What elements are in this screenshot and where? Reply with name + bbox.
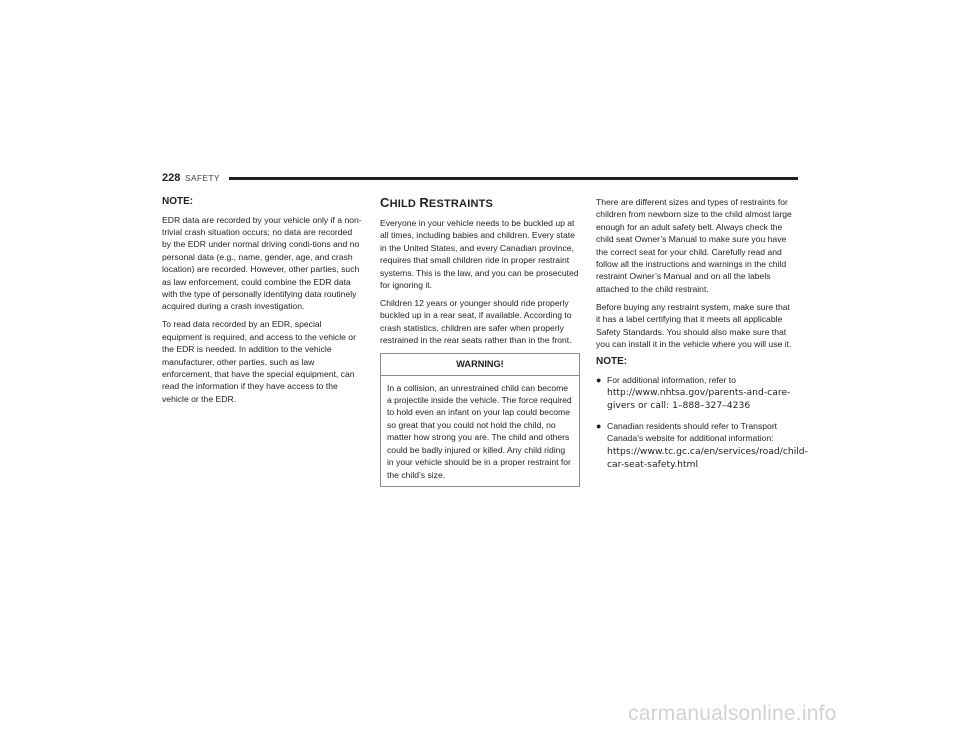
note-title: NOTE: [162, 196, 194, 207]
note-title-2: NOTE: [596, 356, 628, 368]
bullet-icon: ● [596, 374, 602, 385]
column-middle [380, 196, 580, 487]
section-name: SAFETY [185, 173, 220, 183]
edr-access-paragraph: To read data recorded by an EDR, special equipment is required, and access to the vehicle or the EDR is needed. In addition to the vehicle manufacturer, other parties, such as law enforcement, that have the special equipment, can read the information if they have access to the vehicle or the EDR. [162, 319, 356, 404]
list-item [596, 374, 796, 412]
list-item [596, 420, 808, 471]
restraint-law-paragraph: Everyone in your vehicle needs to be buckled up at all times, including babies and children. Every state in the United States, and every Canadian province, requires that small children ride in proper restraint systems. This is the law, and you can be prosecuted for ignoring it. [380, 218, 579, 291]
bullet-text: For additional information, refer to [607, 374, 736, 385]
header-rule [229, 177, 798, 180]
nhtsa-link[interactable]: http://www.nhtsa.gov/parents-and-care-givers or call: 1–888–327–4236 [607, 387, 791, 412]
section-heading-child-restraints: CHILD RESTRAINTS [380, 195, 494, 210]
buying-paragraph: Before buying any restraint system, make sure that it has a label certifying that it meets all applicable Safety Standards. You should also make sure that you can install it in the vehicle where you will use it. [596, 301, 792, 350]
warning-box [380, 353, 580, 487]
restraint-types-paragraph: There are different sizes and types of restraints for children from newborn size to the child almost large enough for an adult safety belt. Always check the child seat Owner’s Manual to make sure you have the correct seat for your child. Carefully read and follow all the instructions and warnings in the child restraint Owner’s Manual and on all the labels attached to the child restraint. [596, 197, 792, 294]
bullet-icon: ● [596, 421, 602, 432]
transport-canada-link[interactable]: https://www.tc.gc.ca/en/services/road/child-car-seat-safety.html [607, 445, 808, 470]
rear-seat-paragraph: Children 12 years or younger should ride properly buckled up in a rear seat, if available. According to crash statistics, children are safer when properly restrained in the rear seats rather than in the front. [380, 298, 572, 346]
column-left [162, 196, 362, 411]
bullet-text: Canadian residents should refer to Transport Canada’s website for additional information: [607, 421, 778, 444]
note-body: EDR data are recorded by your vehicle only if a non-trivial crash situation occurs; no data are recorded by the EDR under normal driving condi-tions and no personal data (e.g., name, gender, age, and crash location) are recorded. However, other parties, such as law enforcement, could combine the EDR data with the type of personally identifying data routinely acquired during a crash investigation. [162, 214, 362, 312]
warning-body: In a collision, an unrestrained child can become a projectile inside the vehicle. The force required to hold even an infant on your lap could become so great that you could not hold the child, no matter how strong you are. The child and others could be badly injured or killed. Any child riding in your vehicle should be in a proper restraint for the child’s size. [387, 382, 572, 480]
page-number: 228 [162, 172, 181, 184]
watermark: carmanualsonline.info [628, 702, 837, 725]
info-bullet-list [596, 374, 808, 471]
warning-title: WARNING! [381, 354, 579, 376]
page-header [162, 171, 798, 187]
column-right [596, 196, 808, 479]
